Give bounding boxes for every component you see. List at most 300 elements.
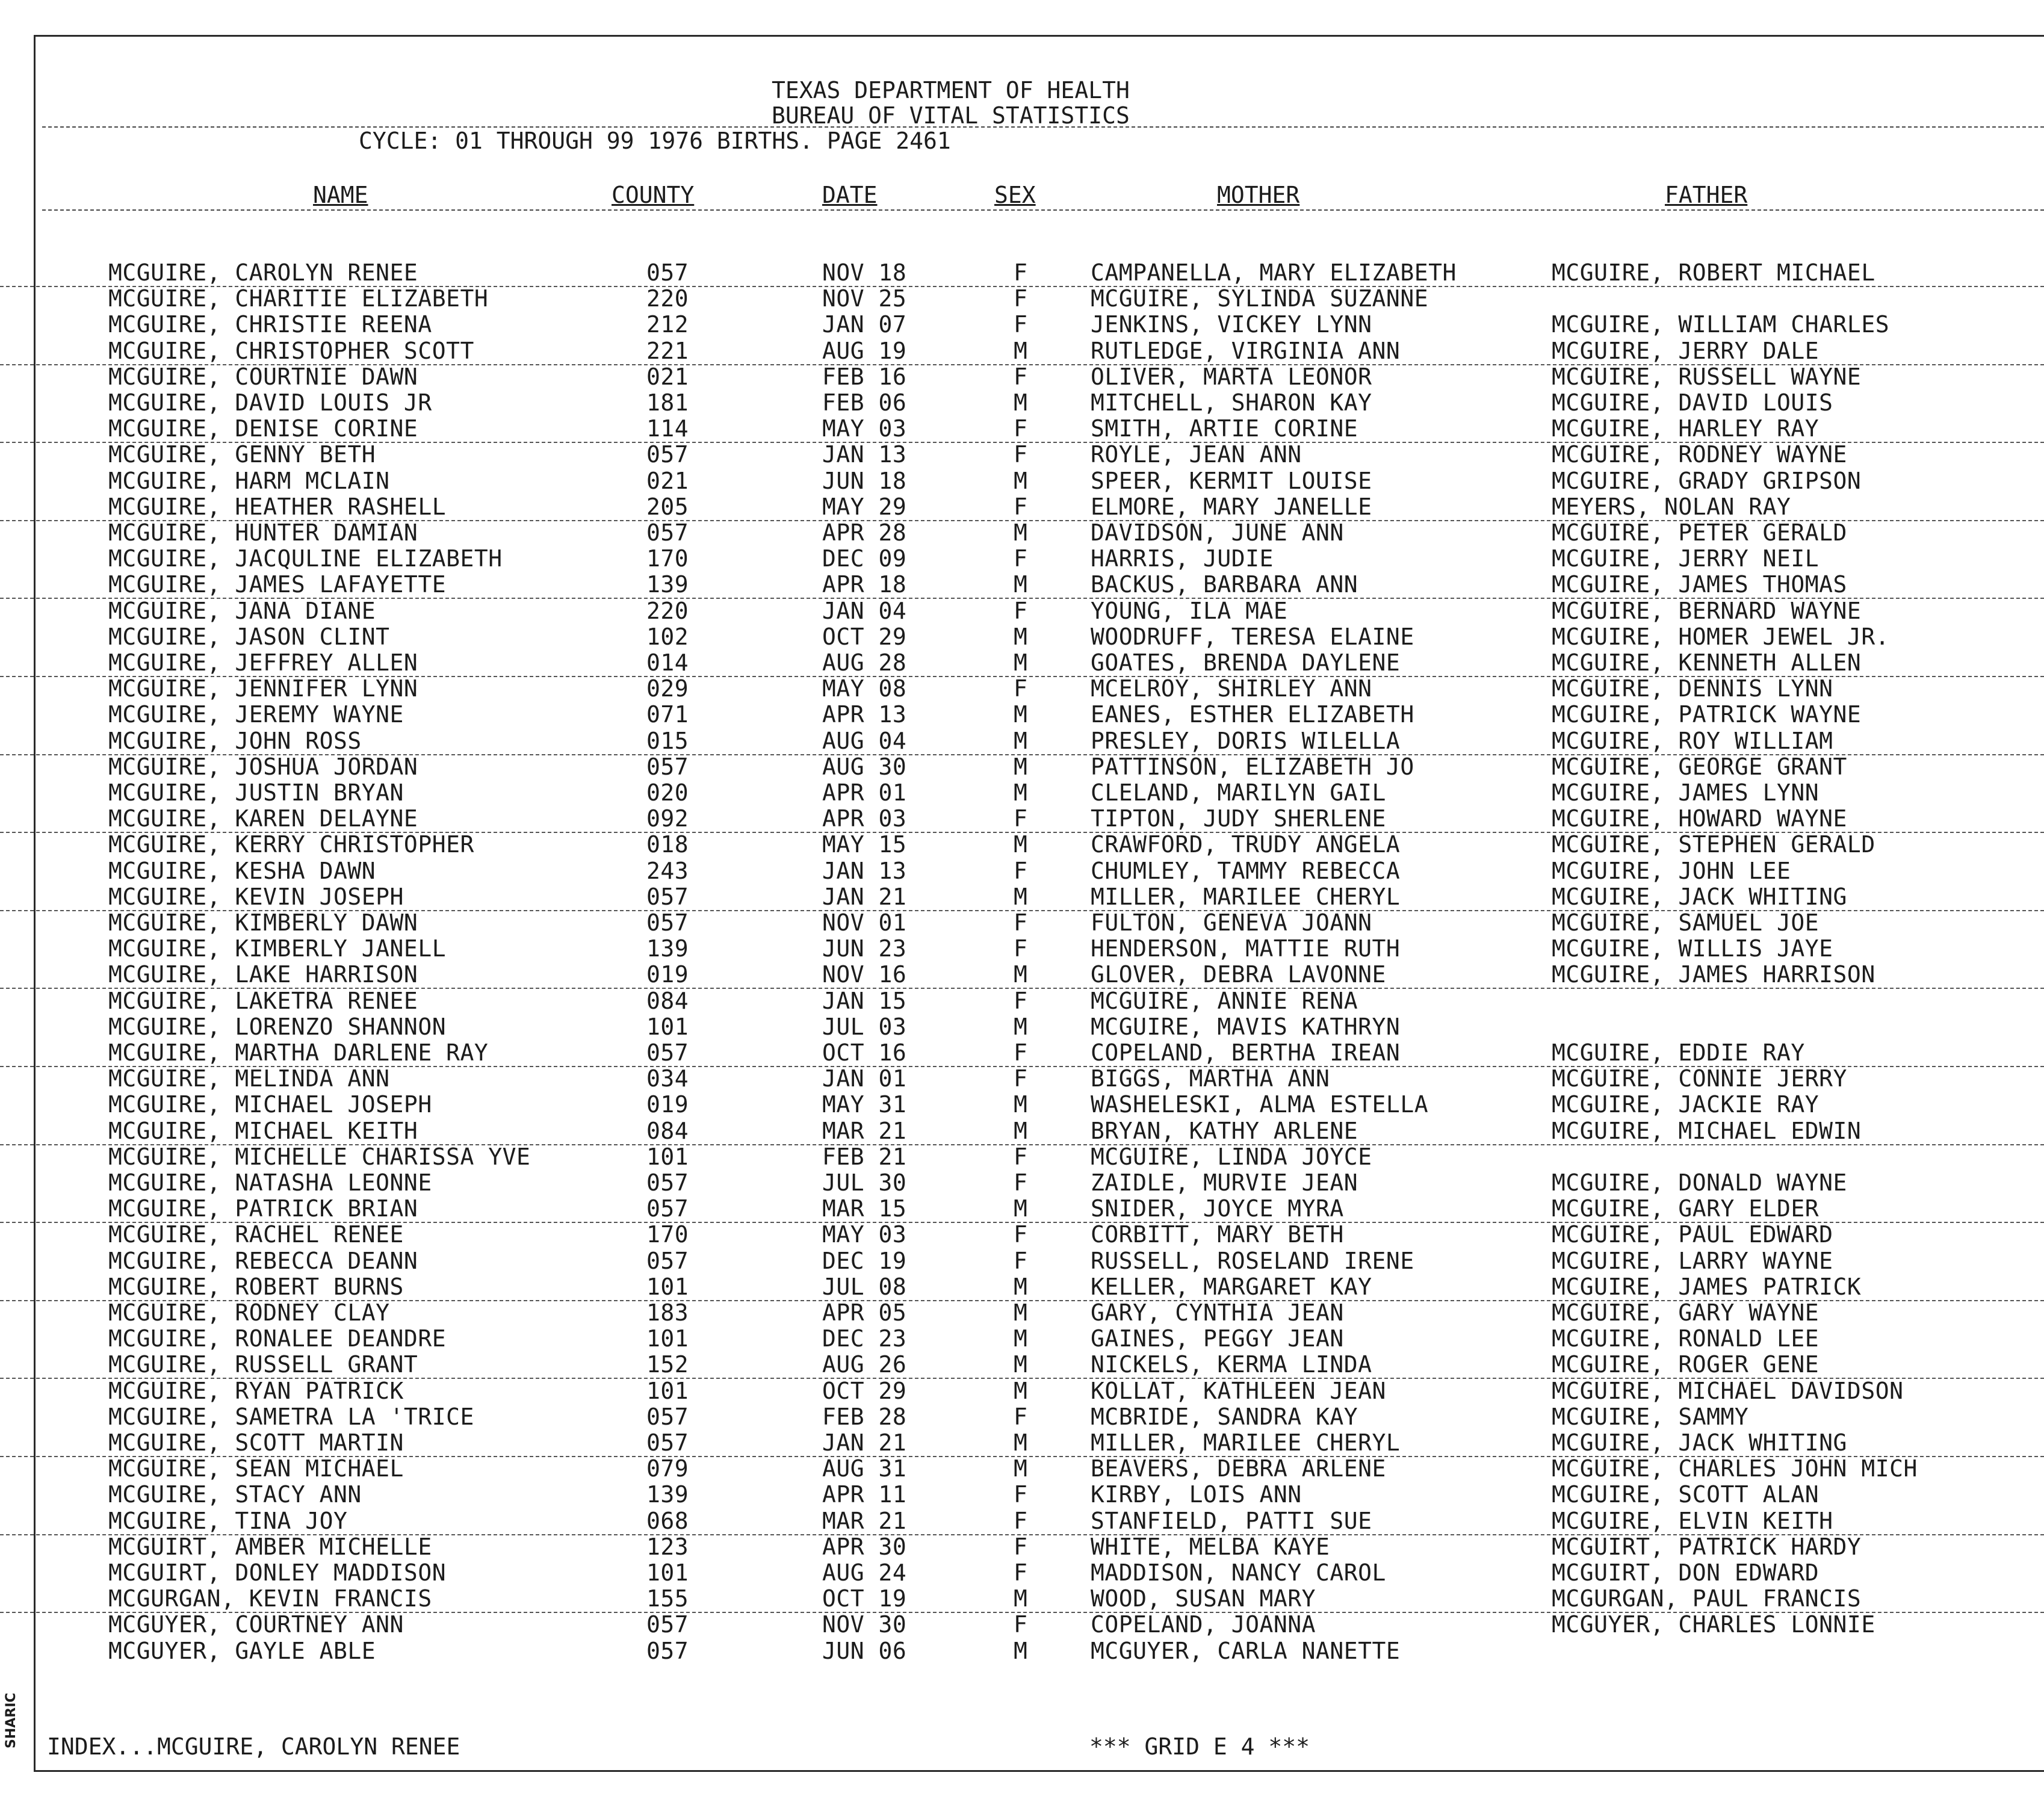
cell-county: 057 <box>646 441 689 468</box>
cell-father: MCGUIRE, DONALD WAYNE <box>1552 1169 1847 1196</box>
cell-date: OCT 16 <box>822 1039 907 1066</box>
cell-father: MCGUIRE, JAMES PATRICK <box>1552 1273 1862 1300</box>
cell-sex: F <box>1014 363 1028 390</box>
cell-mother: BEAVERS, DEBRA ARLENE <box>1091 1455 1386 1482</box>
table-row <box>0 312 2044 338</box>
cell-date: DEC 09 <box>822 545 907 572</box>
table-row <box>0 416 2044 443</box>
cell-name: MCGUIRE, CAROLYN RENEE <box>108 259 418 286</box>
table-row <box>0 1508 2044 1535</box>
cell-date: FEB 21 <box>822 1143 907 1170</box>
cell-mother: ROYLE, JEAN ANN <box>1091 441 1302 468</box>
cell-date: JAN 21 <box>822 883 907 910</box>
cell-father: MCGUIRE, LARRY WAYNE <box>1552 1247 1833 1274</box>
cell-county: 102 <box>646 623 689 650</box>
cell-name: MCGUIRE, NATASHA LEONNE <box>108 1169 432 1196</box>
cell-name: MCGUIRE, KAREN DELAYNE <box>108 805 418 832</box>
table-row <box>0 624 2044 650</box>
cell-father: MCGUIRE, HARLEY RAY <box>1552 415 1819 442</box>
cell-name: MCGUIRE, RODNEY CLAY <box>108 1299 390 1326</box>
cell-name: MCGUIRT, AMBER MICHELLE <box>108 1533 432 1560</box>
cell-sex: M <box>1014 623 1028 650</box>
cell-date: AUG 24 <box>822 1559 907 1586</box>
cell-sex: F <box>1014 1507 1028 1534</box>
cell-sex: M <box>1014 1273 1028 1300</box>
cell-name: MCGUIRE, COURTNIE DAWN <box>108 363 418 390</box>
cell-date: AUG 30 <box>822 753 907 780</box>
header-department: TEXAS DEPARTMENT OF HEALTH <box>772 77 1130 104</box>
cell-name: MCGUIRE, RUSSELL GRANT <box>108 1351 418 1378</box>
table-row <box>0 1118 2044 1145</box>
cell-county: 181 <box>646 389 689 416</box>
table-row <box>0 988 2044 1014</box>
cell-name: MCGUIRE, JUSTIN BRYAN <box>108 779 404 806</box>
cell-name: MCGUIRE, REBECCA DEANN <box>108 1247 418 1274</box>
cell-name: MCGUIRE, JEREMY WAYNE <box>108 701 404 728</box>
cell-date: JAN 13 <box>822 857 907 884</box>
cell-father: MCGUIRE, KENNETH ALLEN <box>1552 649 1862 676</box>
table-row <box>0 468 2044 494</box>
cell-father: MCGUIRE, WILLIS JAYE <box>1552 935 1833 962</box>
cell-father: MCGUIRE, JERRY DALE <box>1552 337 1819 364</box>
cell-date: MAY 03 <box>822 415 907 442</box>
cell-county: 015 <box>646 727 689 754</box>
col-header-father: FATHER <box>1665 182 1748 208</box>
cell-county: 057 <box>646 1169 689 1196</box>
cell-date: FEB 16 <box>822 363 907 390</box>
cell-county: 057 <box>646 1611 689 1638</box>
cell-sex: M <box>1014 649 1028 676</box>
footer-index: INDEX...MCGUIRE, CAROLYN RENEE <box>47 1733 460 1760</box>
cell-county: 123 <box>646 1533 689 1560</box>
cell-mother: WOOD, SUSAN MARY <box>1091 1585 1316 1612</box>
cell-county: 220 <box>646 285 689 312</box>
cell-name: MCGUIRE, RACHEL RENEE <box>108 1221 404 1248</box>
cell-county: 019 <box>646 961 689 988</box>
cell-county: 220 <box>646 597 689 624</box>
cell-mother: MILLER, MARILEE CHERYL <box>1091 883 1401 910</box>
cell-date: MAR 21 <box>822 1507 907 1534</box>
col-header-date: DATE <box>822 182 878 208</box>
cell-father: MCGUIRE, GARY WAYNE <box>1552 1299 1819 1326</box>
cell-mother: CRAWFORD, TRUDY ANGELA <box>1091 831 1401 858</box>
cell-date: MAY 08 <box>822 675 907 702</box>
cell-sex: M <box>1014 1585 1028 1612</box>
cell-county: 101 <box>646 1143 689 1170</box>
cell-mother: GOATES, BRENDA DAYLENE <box>1091 649 1401 676</box>
cell-mother: STANFIELD, PATTI SUE <box>1091 1507 1372 1534</box>
cell-name: MCGUIRE, KIMBERLY JANELL <box>108 935 447 962</box>
cell-mother: MILLER, MARILEE CHERYL <box>1091 1429 1401 1456</box>
cell-name: MCGUIRE, CHRISTIE REENA <box>108 311 432 338</box>
cell-sex: M <box>1014 1091 1028 1118</box>
cell-father: MCGUIRE, RONALD LEE <box>1552 1325 1819 1352</box>
table-row <box>0 572 2044 599</box>
table-row <box>0 884 2044 911</box>
cell-father: MCGUIRE, JOHN LEE <box>1552 857 1791 884</box>
cell-date: MAR 15 <box>822 1195 907 1222</box>
cell-sex: M <box>1014 1429 1028 1456</box>
cell-mother: MADDISON, NANCY CAROL <box>1091 1559 1386 1586</box>
cell-date: MAY 29 <box>822 493 907 520</box>
cell-father: MCGUIRE, MICHAEL EDWIN <box>1552 1117 1862 1144</box>
cell-sex: M <box>1014 1377 1028 1404</box>
cell-father: MCGUIRT, PATRICK HARDY <box>1552 1533 1862 1560</box>
cell-sex: F <box>1014 415 1028 442</box>
cell-county: 221 <box>646 337 689 364</box>
cell-sex: F <box>1014 1533 1028 1560</box>
cell-mother: MCELROY, SHIRLEY ANN <box>1091 675 1372 702</box>
cell-mother: SPEER, KERMIT LOUISE <box>1091 467 1372 494</box>
table-row <box>0 806 2044 833</box>
col-header-name: NAME <box>313 182 368 208</box>
cell-mother: NICKELS, KERMA LINDA <box>1091 1351 1372 1378</box>
cell-mother: SMITH, ARTIE CORINE <box>1091 415 1358 442</box>
table-row <box>0 1404 2044 1430</box>
table-row <box>0 650 2044 677</box>
cell-father: MCGUIRE, ROBERT MICHAEL <box>1552 259 1875 286</box>
cell-father: MCGUIRE, GARY ELDER <box>1552 1195 1819 1222</box>
table-row <box>0 1586 2044 1613</box>
cell-sex: F <box>1014 1039 1028 1066</box>
cell-mother: MCBRIDE, SANDRA KAY <box>1091 1403 1358 1430</box>
cell-name: MCGUIRE, MARTHA DARLENE RAY <box>108 1039 489 1066</box>
cell-name: MCGUIRE, MICHAEL KEITH <box>108 1117 418 1144</box>
table-row <box>0 702 2044 728</box>
cell-county: 152 <box>646 1351 689 1378</box>
cell-date: OCT 19 <box>822 1585 907 1612</box>
cell-sex: M <box>1014 1195 1028 1222</box>
cell-mother: MCGUIRE, MAVIS KATHRYN <box>1091 1013 1401 1040</box>
cell-sex: M <box>1014 883 1028 910</box>
cell-county: 101 <box>646 1273 689 1300</box>
cell-date: APR 28 <box>822 519 907 546</box>
cell-father: MCGUIRE, HOWARD WAYNE <box>1552 805 1847 832</box>
cell-date: AUG 26 <box>822 1351 907 1378</box>
cell-father: MCGURGAN, PAUL FRANCIS <box>1552 1585 1862 1612</box>
cell-county: 057 <box>646 1247 689 1274</box>
footer-grid: *** GRID E 4 *** <box>1089 1733 1310 1760</box>
cell-name: MCGUIRE, SCOTT MARTIN <box>108 1429 404 1456</box>
cell-mother: COPELAND, BERTHA IREAN <box>1091 1039 1401 1066</box>
cell-date: JAN 21 <box>822 1429 907 1456</box>
cell-sex: M <box>1014 1637 1028 1664</box>
cell-date: FEB 28 <box>822 1403 907 1430</box>
cell-sex: F <box>1014 1611 1028 1638</box>
table-row <box>0 676 2044 702</box>
cell-name: MCGUIRE, SAMETRA LA 'TRICE <box>108 1403 474 1430</box>
cell-father: MEYERS, NOLAN RAY <box>1552 493 1791 520</box>
cell-father: MCGUIRE, PATRICK WAYNE <box>1552 701 1862 728</box>
cell-name: MCGUIRE, TINA JOY <box>108 1507 348 1534</box>
cell-mother: WHITE, MELBA KAYE <box>1091 1533 1330 1560</box>
cell-mother: DAVIDSON, JUNE ANN <box>1091 519 1344 546</box>
cell-mother: PRESLEY, DORIS WILELLA <box>1091 727 1401 754</box>
cell-mother: KOLLAT, KATHLEEN JEAN <box>1091 1377 1386 1404</box>
cell-sex: M <box>1014 779 1028 806</box>
cell-mother: ELMORE, MARY JANELLE <box>1091 493 1372 520</box>
cell-father: MCGUIRE, JACK WHITING <box>1552 1429 1847 1456</box>
cell-mother: PATTINSON, ELIZABETH JO <box>1091 753 1414 780</box>
cell-name: MCGUIRE, DENISE CORINE <box>108 415 418 442</box>
cell-date: JUL 08 <box>822 1273 907 1300</box>
cell-sex: F <box>1014 675 1028 702</box>
cell-date: APR 11 <box>822 1481 907 1508</box>
cell-date: MAY 03 <box>822 1221 907 1248</box>
cell-name: MCGUIRE, MELINDA ANN <box>108 1065 390 1092</box>
cell-sex: M <box>1014 1013 1028 1040</box>
cell-mother: CLELAND, MARILYN GAIL <box>1091 779 1386 806</box>
cell-name: MCGUIRE, JOHN ROSS <box>108 727 362 754</box>
cell-date: FEB 06 <box>822 389 907 416</box>
cell-county: 212 <box>646 311 689 338</box>
cell-father: MCGUIRE, CONNIE JERRY <box>1552 1065 1847 1092</box>
cell-sex: F <box>1014 441 1028 468</box>
cell-father: MCGUIRE, RODNEY WAYNE <box>1552 441 1847 468</box>
cell-county: 020 <box>646 779 689 806</box>
cell-date: JAN 07 <box>822 311 907 338</box>
cell-sex: F <box>1014 545 1028 572</box>
cell-sex: M <box>1014 1117 1028 1144</box>
cell-father: MCGUIRE, SCOTT ALAN <box>1552 1481 1819 1508</box>
side-label: SHARIC <box>4 1692 19 1748</box>
cell-father: MCGUIRE, JAMES LYNN <box>1552 779 1819 806</box>
cell-date: APR 18 <box>822 571 907 598</box>
cell-sex: F <box>1014 285 1028 312</box>
cell-sex: M <box>1014 1351 1028 1378</box>
cell-county: 183 <box>646 1299 689 1326</box>
cell-mother: WASHELESKI, ALMA ESTELLA <box>1091 1091 1429 1118</box>
table-row <box>0 546 2044 572</box>
cell-father: MCGUIRE, PETER GERALD <box>1552 519 1847 546</box>
cell-mother: HENDERSON, MATTIE RUTH <box>1091 935 1401 962</box>
cell-father: MCGUYER, CHARLES LONNIE <box>1552 1611 1875 1638</box>
cell-county: 034 <box>646 1065 689 1092</box>
table-row <box>0 338 2044 365</box>
cell-mother: GAINES, PEGGY JEAN <box>1091 1325 1344 1352</box>
cell-mother: WOODRUFF, TERESA ELAINE <box>1091 623 1414 650</box>
cell-county: 021 <box>646 363 689 390</box>
cell-father: MCGUIRE, JACKIE RAY <box>1552 1091 1819 1118</box>
cell-county: 019 <box>646 1091 689 1118</box>
cell-name: MCGUIRE, JOSHUA JORDAN <box>108 753 418 780</box>
cell-county: 243 <box>646 857 689 884</box>
cell-name: MCGUIRE, GENNY BETH <box>108 441 376 468</box>
cell-mother: BIGGS, MARTHA ANN <box>1091 1065 1330 1092</box>
cell-father: MCGUIRE, JAMES THOMAS <box>1552 571 1847 598</box>
cell-date: AUG 28 <box>822 649 907 676</box>
cell-sex: M <box>1014 337 1028 364</box>
cell-county: 057 <box>646 1039 689 1066</box>
cell-sex: F <box>1014 935 1028 962</box>
table-row <box>0 494 2044 521</box>
table-row <box>0 1300 2044 1326</box>
cell-mother: CHUMLEY, TAMMY REBECCA <box>1091 857 1401 884</box>
cell-county: 057 <box>646 883 689 910</box>
cell-county: 057 <box>646 259 689 286</box>
cell-father: MCGUIRE, ROY WILLIAM <box>1552 727 1833 754</box>
header-rule <box>42 126 2044 128</box>
cell-sex: F <box>1014 1481 1028 1508</box>
cell-date: APR 30 <box>822 1533 907 1560</box>
cell-name: MCGUIRE, LAKE HARRISON <box>108 961 418 988</box>
cell-date: JAN 15 <box>822 987 907 1014</box>
cell-mother: MITCHELL, SHARON KAY <box>1091 389 1372 416</box>
table-row <box>0 728 2044 755</box>
cell-sex: F <box>1014 987 1028 1014</box>
cell-name: MCGUIRE, JASON CLINT <box>108 623 390 650</box>
cell-father: MCGUIRE, JERRY NEIL <box>1552 545 1819 572</box>
cell-date: APR 05 <box>822 1299 907 1326</box>
cell-sex: M <box>1014 519 1028 546</box>
cell-sex: F <box>1014 597 1028 624</box>
cell-mother: MCGUIRE, LINDA JOYCE <box>1091 1143 1372 1170</box>
cell-county: 205 <box>646 493 689 520</box>
cell-mother: CAMPANELLA, MARY ELIZABETH <box>1091 259 1457 286</box>
cell-father: MCGUIRE, PAUL EDWARD <box>1552 1221 1833 1248</box>
cell-county: 018 <box>646 831 689 858</box>
table-row <box>0 1014 2044 1040</box>
cell-name: MCGUIRE, STACY ANN <box>108 1481 362 1508</box>
cell-father: MCGUIRE, SAMMY <box>1552 1403 1749 1430</box>
table-row <box>0 962 2044 989</box>
cell-mother: FULTON, GENEVA JOANN <box>1091 909 1372 936</box>
cell-name: MCGUIRE, RONALEE DEANDRE <box>108 1325 447 1352</box>
cell-father: MCGUIRE, HOMER JEWEL JR. <box>1552 623 1890 650</box>
cell-father: MCGUIRE, ELVIN KEITH <box>1552 1507 1833 1534</box>
cell-sex: M <box>1014 389 1028 416</box>
cell-sex: F <box>1014 311 1028 338</box>
cell-name: MCGUIRE, HUNTER DAMIAN <box>108 519 418 546</box>
cell-name: MCGUIRE, MICHELLE CHARISSA YVE <box>108 1143 531 1170</box>
cell-name: MCGUIRE, JAMES LAFAYETTE <box>108 571 447 598</box>
cell-father: MCGUIRE, DAVID LOUIS <box>1552 389 1833 416</box>
cell-name: MCGUIRE, CHRISTOPHER SCOTT <box>108 337 474 364</box>
cell-date: DEC 19 <box>822 1247 907 1274</box>
table-row <box>0 1326 2044 1352</box>
cell-father: MCGUIRT, DON EDWARD <box>1552 1559 1819 1586</box>
cell-date: OCT 29 <box>822 623 907 650</box>
cell-date: MAY 15 <box>822 831 907 858</box>
cell-sex: M <box>1014 1325 1028 1352</box>
table-row <box>0 1248 2044 1274</box>
cell-name: MCGUIRE, SEAN MICHAEL <box>108 1455 404 1482</box>
cell-name: MCGUIRE, PATRICK BRIAN <box>108 1195 418 1222</box>
table-row <box>0 1222 2044 1248</box>
cell-mother: MCGUIRE, ANNIE RENA <box>1091 987 1358 1014</box>
table-row <box>0 1040 2044 1067</box>
cell-county: 057 <box>646 1195 689 1222</box>
cell-mother: ZAIDLE, MURVIE JEAN <box>1091 1169 1358 1196</box>
table-row <box>0 1638 2044 1664</box>
cell-county: 057 <box>646 909 689 936</box>
table-row <box>0 1534 2044 1560</box>
cell-sex: F <box>1014 1221 1028 1248</box>
cell-father: MCGUIRE, GEORGE GRANT <box>1552 753 1847 780</box>
cell-county: 139 <box>646 1481 689 1508</box>
cell-date: OCT 29 <box>822 1377 907 1404</box>
cell-county: 057 <box>646 1429 689 1456</box>
cell-father: MCGUIRE, SAMUEL JOE <box>1552 909 1819 936</box>
cell-father: MCGUIRE, CHARLES JOHN MICH <box>1552 1455 1918 1482</box>
cell-sex: F <box>1014 1559 1028 1586</box>
cell-father: MCGUIRE, DENNIS LYNN <box>1552 675 1833 702</box>
cell-county: 101 <box>646 1559 689 1586</box>
cell-name: MCGUIRE, HARM MCLAIN <box>108 467 390 494</box>
cell-date: AUG 19 <box>822 337 907 364</box>
cell-name: MCGUIRE, KIMBERLY DAWN <box>108 909 418 936</box>
cell-mother: OLIVER, MARTA LEONOR <box>1091 363 1372 390</box>
cell-father: MCGUIRE, BERNARD WAYNE <box>1552 597 1862 624</box>
cell-father: MCGUIRE, WILLIAM CHARLES <box>1552 311 1890 338</box>
cell-father: MCGUIRE, JACK WHITING <box>1552 883 1847 910</box>
table-row <box>0 520 2044 546</box>
table-row <box>0 390 2044 416</box>
cell-father: MCGUIRE, EDDIE RAY <box>1552 1039 1805 1066</box>
table-row <box>0 260 2044 287</box>
table-row <box>0 1196 2044 1223</box>
table-row <box>0 1144 2044 1170</box>
cell-father: MCGUIRE, MICHAEL DAVIDSON <box>1552 1377 1904 1404</box>
cell-date: AUG 31 <box>822 1455 907 1482</box>
table-row <box>0 936 2044 962</box>
cell-name: MCGUIRT, DONLEY MADDISON <box>108 1559 447 1586</box>
table-row <box>0 1482 2044 1508</box>
cell-county: 057 <box>646 519 689 546</box>
cell-sex: F <box>1014 1065 1028 1092</box>
cell-name: MCGUYER, COURTNEY ANN <box>108 1611 404 1638</box>
cell-name: MCGUIRE, CHARITIE ELIZABETH <box>108 285 489 312</box>
cell-mother: EANES, ESTHER ELIZABETH <box>1091 701 1414 728</box>
cell-name: MCGURGAN, KEVIN FRANCIS <box>108 1585 432 1612</box>
table-row <box>0 364 2044 390</box>
col-header-county: COUNTY <box>612 182 695 208</box>
cell-county: 084 <box>646 987 689 1014</box>
cell-name: MCGUIRE, RYAN PATRICK <box>108 1377 404 1404</box>
cell-name: MCGUIRE, MICHAEL JOSEPH <box>108 1091 432 1118</box>
cell-name: MCGUIRE, ROBERT BURNS <box>108 1273 404 1300</box>
cell-mother: CORBITT, MARY BETH <box>1091 1221 1344 1248</box>
cell-county: 021 <box>646 467 689 494</box>
cell-county: 079 <box>646 1455 689 1482</box>
cell-mother: GLOVER, DEBRA LAVONNE <box>1091 961 1386 988</box>
cell-date: NOV 30 <box>822 1611 907 1638</box>
cell-sex: M <box>1014 701 1028 728</box>
cell-sex: M <box>1014 831 1028 858</box>
cell-county: 139 <box>646 935 689 962</box>
col-header-sex: SEX <box>994 182 1036 208</box>
cell-county: 068 <box>646 1507 689 1534</box>
cell-county: 029 <box>646 675 689 702</box>
cell-date: APR 03 <box>822 805 907 832</box>
cell-mother: COPELAND, JOANNA <box>1091 1611 1316 1638</box>
cell-county: 101 <box>646 1377 689 1404</box>
table-row <box>0 1378 2044 1404</box>
cell-mother: BRYAN, KATHY ARLENE <box>1091 1117 1358 1144</box>
table-row <box>0 858 2044 884</box>
table-row <box>0 832 2044 858</box>
cell-date: MAY 31 <box>822 1091 907 1118</box>
cell-name: MCGUIRE, KESHA DAWN <box>108 857 376 884</box>
cell-date: JUL 03 <box>822 1013 907 1040</box>
cell-sex: M <box>1014 753 1028 780</box>
cell-mother: KIRBY, LOIS ANN <box>1091 1481 1302 1508</box>
cell-father: MCGUIRE, RUSSELL WAYNE <box>1552 363 1862 390</box>
table-row <box>0 1352 2044 1379</box>
table-row <box>0 1092 2044 1118</box>
cell-date: JUN 06 <box>822 1637 907 1664</box>
cell-mother: RUTLEDGE, VIRGINIA ANN <box>1091 337 1401 364</box>
